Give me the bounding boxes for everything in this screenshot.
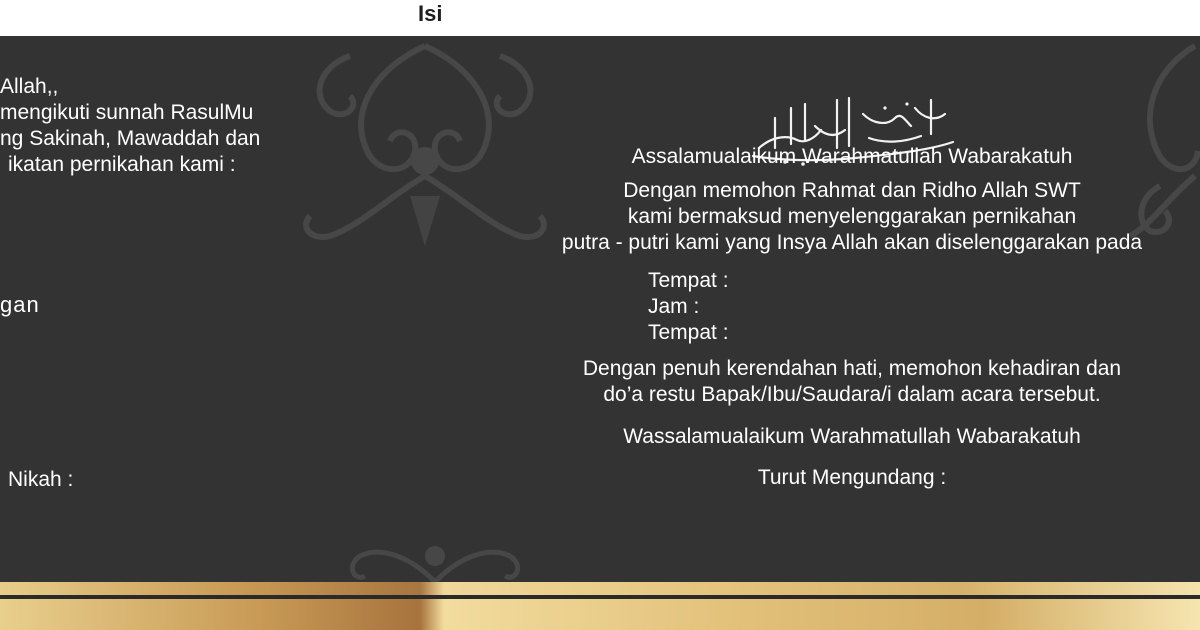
invitation-card [0, 36, 1200, 582]
request-line: do’a restu Bapak/Ibu/Saudara/i dalam acara tersebut. [603, 383, 1101, 406]
nikah-label: Nikah : [8, 468, 74, 491]
left-line: ng Sakinah, Mawaddah dan [0, 127, 261, 150]
gold-border [0, 582, 1200, 630]
closing: Wassalamualaikum Warahmatullah Wabarakatuh [623, 425, 1081, 448]
request-line: Dengan penuh kerendahan hati, memohon kehadiran dan [582, 357, 1122, 380]
left-line: Allah,, [0, 75, 59, 98]
gold-strip-top [0, 582, 1200, 595]
left-line: mengikuti sunnah RasulMu [0, 101, 254, 124]
request-paragraph [502, 356, 1200, 408]
detail-place: Tempat : [648, 321, 729, 344]
intro-line: kami bermaksud menyelenggarakan pernikahan [627, 205, 1077, 228]
intro-line: putra - putri kami yang Insya Allah akan diselenggarakan pada [561, 231, 1143, 254]
couple-connector: gan [0, 292, 40, 317]
intro-paragraph [502, 178, 1200, 256]
header-title: Isi [418, 1, 443, 26]
event-details [648, 268, 729, 346]
left-line: ikatan pernikahan kami : [8, 153, 236, 176]
floral-ornament-icon [340, 526, 530, 582]
detail-place: Tempat : [648, 269, 729, 292]
inviter-label: Turut Mengundang : [757, 466, 947, 489]
intro-line: Dengan memohon Rahmat dan Ridho Allah SWT [623, 179, 1081, 202]
detail-time: Jam : [648, 295, 700, 318]
left-verse [0, 74, 260, 178]
greeting: Assalamualaikum Warahmatullah Wabarakatuh [631, 145, 1073, 168]
top-bar [0, 0, 1200, 36]
gold-strip-bottom [0, 599, 1200, 630]
